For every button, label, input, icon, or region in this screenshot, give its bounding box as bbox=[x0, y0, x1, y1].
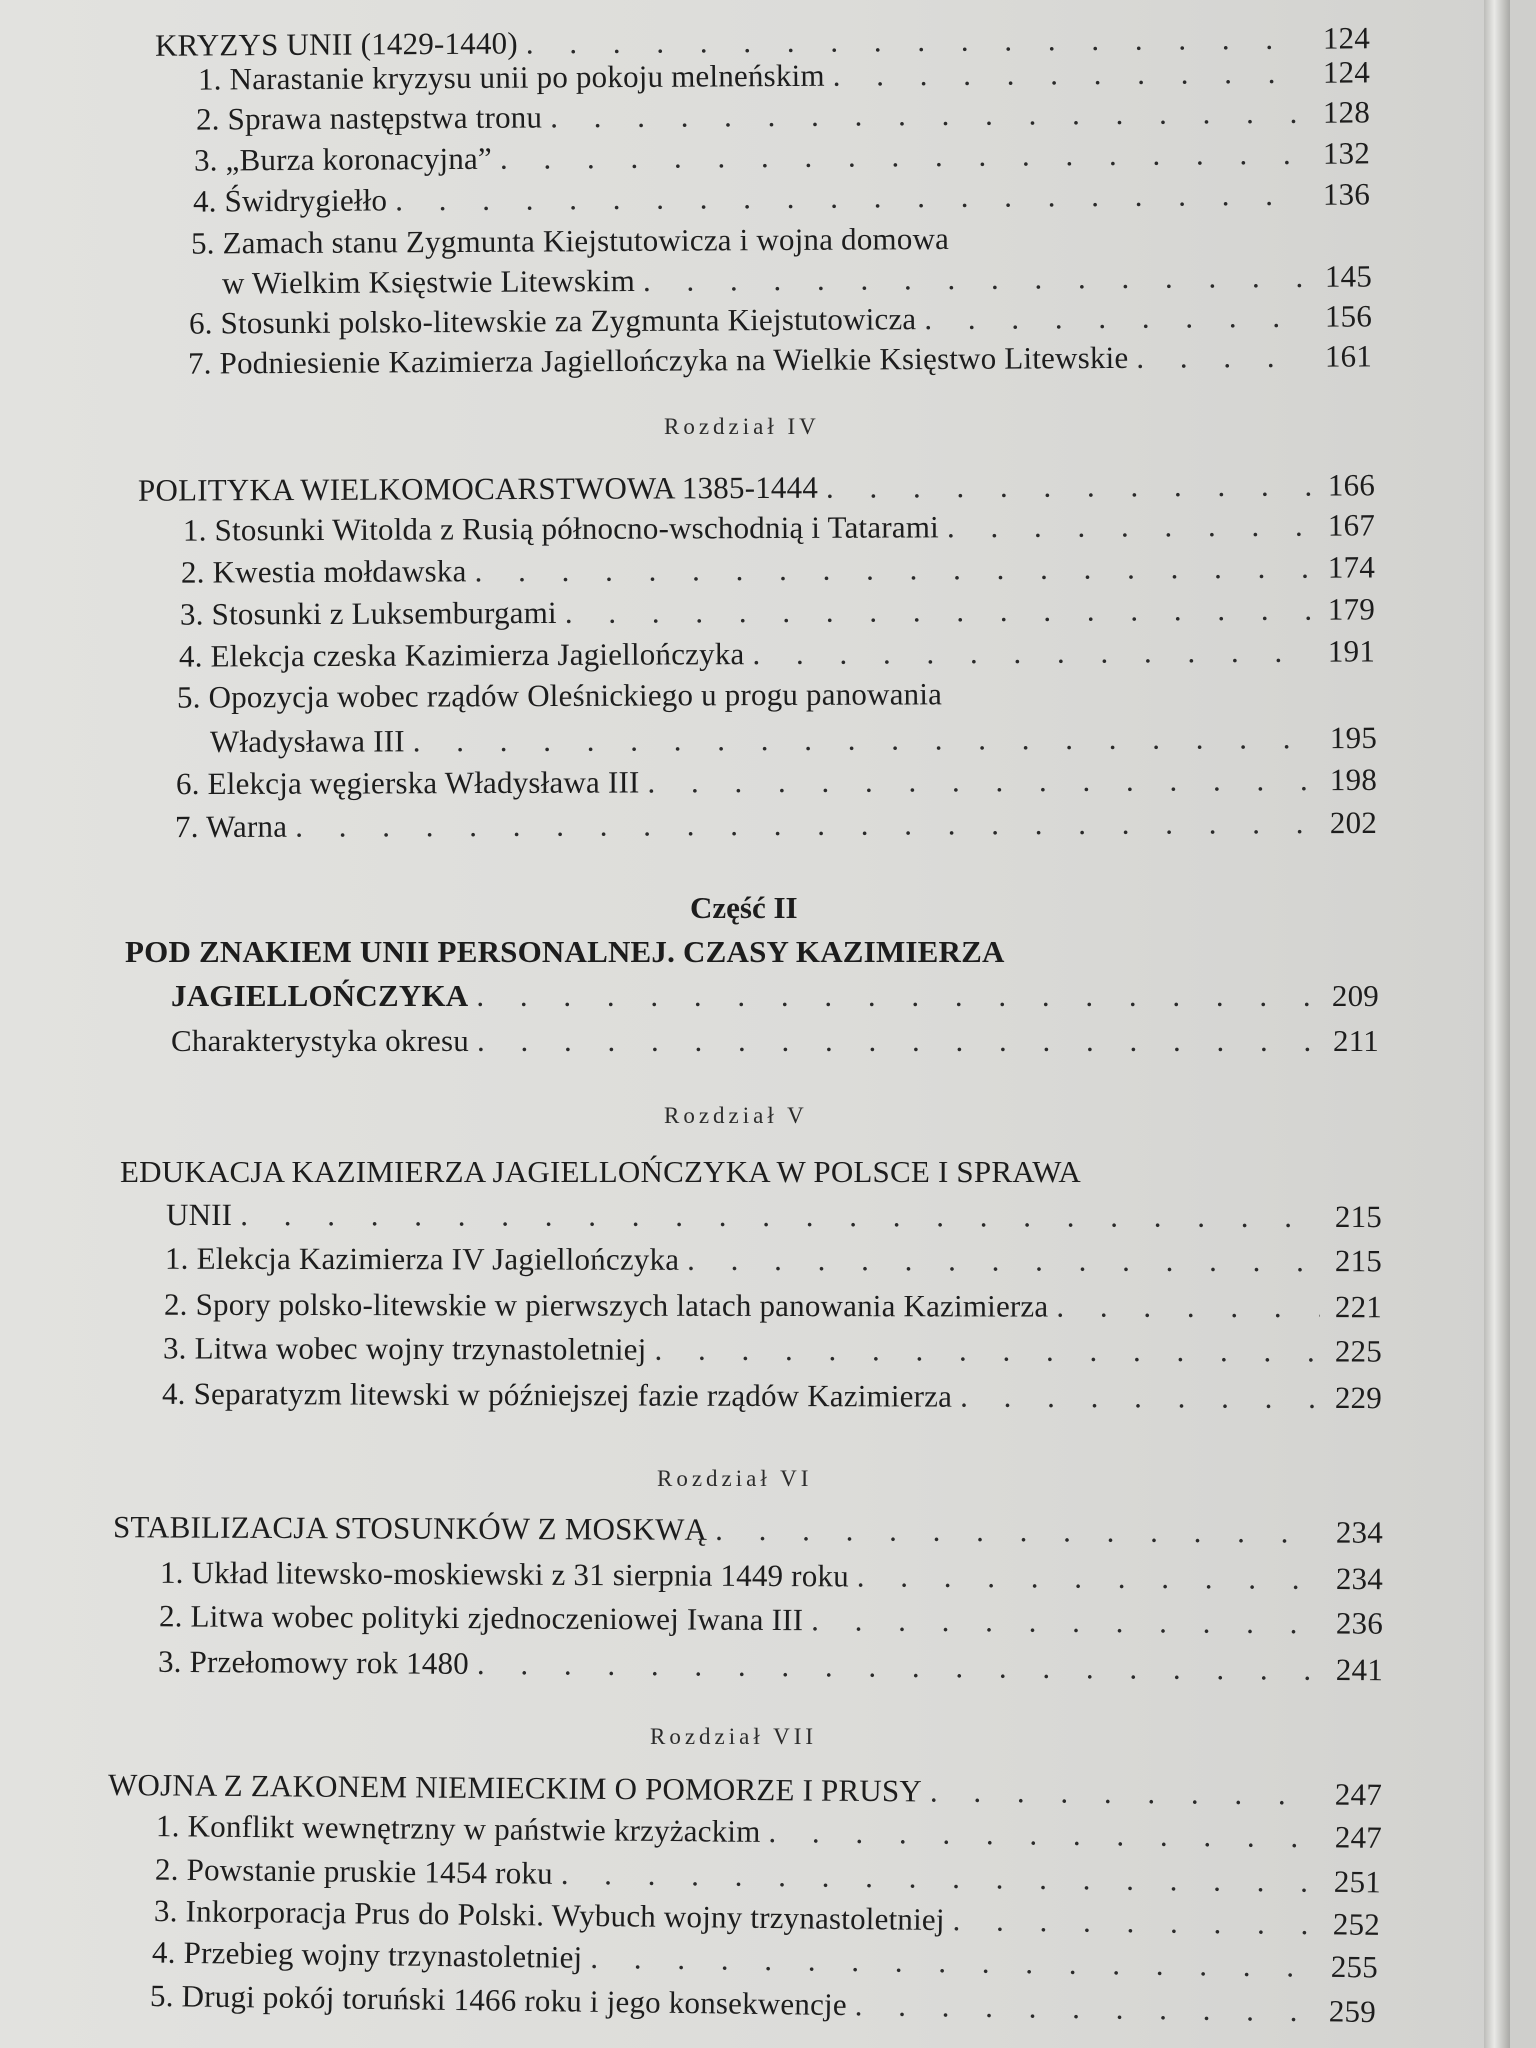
chapter-number-heading: Rozdział VI bbox=[657, 1466, 813, 1491]
toc-entry-title: 5. Opozycja wobec rządów Oleśnickiego u progu panowania bbox=[176, 676, 943, 715]
toc-entry-title: WOJNA Z ZAKONEM NIEMIECKIM O POMORZE I PRUSY bbox=[107, 1766, 923, 1809]
toc-page-number: 221 bbox=[1334, 1289, 1383, 1325]
toc-entry-title: 2. Litwa wobec polityki zjednoczeniowej Iwana III bbox=[158, 1598, 804, 1638]
toc-entry-title: 5. Zamach stanu Zygmunta Kiejstutowicza i wojna domowa bbox=[190, 220, 950, 261]
toc-entry-title: 4. Świdrygiełło bbox=[192, 182, 388, 219]
toc-entry-title: 3. „Burza koronacyjna” bbox=[193, 140, 493, 178]
toc-page-number: 167 bbox=[1327, 507, 1376, 543]
chapter-number-heading: Rozdział VII bbox=[650, 1724, 818, 1749]
toc-page-number: 174 bbox=[1327, 549, 1376, 585]
toc-entry bbox=[196, 92, 1370, 139]
toc-entry-title: Charakterystyka okresu bbox=[171, 1023, 469, 1058]
toc-entry-title: KRYZYS UNII (1429-1440) bbox=[154, 25, 518, 63]
toc-entry bbox=[162, 1374, 1382, 1418]
toc-page-number: 145 bbox=[1324, 258, 1373, 294]
toc-page-number: 191 bbox=[1327, 633, 1376, 669]
toc-page-number: 234 bbox=[1335, 1560, 1384, 1597]
toc-entry-title: 6. Elekcja węgierska Władysława III bbox=[175, 764, 640, 802]
toc-page-number: 255 bbox=[1330, 1948, 1379, 1985]
toc-entry bbox=[176, 760, 1377, 804]
toc-chapter bbox=[138, 465, 1375, 510]
toc-entry-title: UNII bbox=[165, 1196, 233, 1233]
toc-entry-continuation bbox=[210, 718, 1377, 762]
toc-page-number: 259 bbox=[1328, 1993, 1377, 2030]
toc-entry bbox=[164, 1285, 1382, 1328]
toc-entry bbox=[177, 672, 1375, 717]
toc-part-title-continuation bbox=[171, 976, 1379, 1016]
toc-entry bbox=[175, 803, 1377, 847]
toc-page-number: 247 bbox=[1334, 1819, 1383, 1855]
toc-entry-title: 3. Litwa wobec wojny trzynastoletniej bbox=[162, 1330, 647, 1367]
toc-page-number: 136 bbox=[1322, 176, 1371, 212]
toc-chapter bbox=[113, 1507, 1383, 1553]
toc-page-number: 202 bbox=[1329, 804, 1378, 841]
toc-page-number: 229 bbox=[1334, 1379, 1383, 1416]
toc-entry-title: POLITYKA WIELKOMOCARSTWOWA 1385-1444 bbox=[137, 469, 819, 508]
toc-entry bbox=[165, 1239, 1382, 1282]
page-edge bbox=[1484, 0, 1510, 2048]
toc-entry-title: STABILIZACJA STOSUNKÓW Z MOSKWĄ bbox=[112, 1509, 708, 1547]
toc-entry-title: 4. Separatyzm litewski w późniejszej fazie rządów Kazimierza bbox=[161, 1375, 953, 1414]
toc-chapter bbox=[120, 1152, 1382, 1192]
toc-page-number: 128 bbox=[1322, 94, 1371, 130]
toc-page-number: 236 bbox=[1335, 1605, 1384, 1641]
toc-page-number: 156 bbox=[1324, 298, 1373, 334]
toc-entry-title: 1. Narastanie kryzysu unii po pokoju melneńskim bbox=[197, 57, 825, 97]
toc-entry bbox=[156, 1806, 1382, 1858]
toc-entry-title: 4. Przebieg wojny trzynastoletniej bbox=[151, 1934, 583, 1975]
toc-entry-title: 3. Inkorporacja Prus do Polski. Wybuch wojny trzynastoletniej bbox=[153, 1893, 945, 1938]
toc-entry-title: 2. Sprawa następstwa tronu bbox=[195, 99, 543, 137]
toc-entry bbox=[160, 1553, 1383, 1599]
toc-page-number: 209 bbox=[1331, 978, 1379, 1013]
toc-page-number: 234 bbox=[1335, 1514, 1384, 1550]
toc-entry bbox=[181, 547, 1375, 592]
toc-entry-title: w Wielkim Księstwie Litewskim bbox=[221, 262, 636, 301]
toc-entry bbox=[159, 1596, 1383, 1643]
toc-entry bbox=[193, 174, 1370, 221]
toc-entry-title: 4. Elekcja czeska Kazimierza Jagiellończyka bbox=[178, 636, 745, 674]
toc-page-number: 161 bbox=[1324, 338, 1373, 374]
toc-entry-title: 2. Spory polsko-litewskie w pierwszych latach panowania Kazimierza bbox=[163, 1286, 1049, 1324]
toc-page-number: 124 bbox=[1322, 20, 1371, 56]
toc-chapter-continuation bbox=[166, 1195, 1382, 1237]
toc-entry-title: 1. Konflikt wewnętrzny w państwie krzyżackim bbox=[155, 1808, 761, 1849]
toc-entry bbox=[171, 1021, 1379, 1061]
toc-entry-title: 3. Stosunki z Luksemburgami bbox=[179, 594, 557, 632]
toc-entry-title: JAGIELLOŃCZYKA bbox=[171, 978, 469, 1013]
toc-page-number: 215 bbox=[1334, 1198, 1383, 1235]
toc-page-number: 195 bbox=[1329, 719, 1378, 756]
toc-page-number: 179 bbox=[1327, 591, 1376, 627]
toc-page-number: 251 bbox=[1333, 1863, 1382, 1900]
chapter-number-heading: Rozdział IV bbox=[664, 414, 820, 439]
toc-entry-title: 1. Układ litewsko-moskiewski z 31 sierpnia 1449 roku bbox=[159, 1554, 849, 1594]
toc-entry bbox=[191, 216, 1370, 263]
toc-page-number: 166 bbox=[1327, 467, 1376, 503]
toc-page-number: 198 bbox=[1329, 761, 1378, 798]
toc-part-title bbox=[125, 932, 1379, 972]
toc-entry-title: 6. Stosunki polsko-litewskie za Zygmunta Kiejstutowicza bbox=[188, 301, 917, 341]
toc-page-number: 247 bbox=[1334, 1776, 1383, 1813]
toc-entry bbox=[179, 631, 1375, 676]
toc-page-number: 215 bbox=[1334, 1243, 1383, 1279]
toc-entry bbox=[180, 589, 1375, 634]
toc-page-number: 132 bbox=[1322, 135, 1371, 171]
toc-page-number: 211 bbox=[1333, 1023, 1379, 1058]
toc-entry-title: EDUKACJA KAZIMIERZA JAGIELLOŃCZYKA W POLSCE I SPRAWA bbox=[120, 1154, 1081, 1189]
toc-entry-title: POD ZNAKIEM UNII PERSONALNEJ. CZASY KAZIMIERZA bbox=[125, 934, 1005, 969]
toc-page-number: 241 bbox=[1335, 1651, 1384, 1688]
toc-entry-title: 5. Drugi pokój toruński 1466 roku i jego konsekwencje bbox=[149, 1977, 848, 2023]
toc-page-number: 252 bbox=[1332, 1906, 1381, 1942]
toc-page-number: 124 bbox=[1322, 54, 1371, 90]
toc-entry-title: 3. Przełomowy rok 1480 bbox=[157, 1643, 470, 1681]
toc-entry-title: 2. Powstanie pruskie 1454 roku bbox=[154, 1851, 553, 1891]
toc-entry-title: 7. Podniesienie Kazimierza Jagiellończyka na Wielkie Księstwo Litewskie bbox=[187, 339, 1129, 381]
toc-entry-title: Władysława III bbox=[209, 723, 405, 760]
toc-entry bbox=[158, 1642, 1383, 1691]
toc-entry-title: 2. Kwestia mołdawska bbox=[180, 553, 467, 590]
toc-page-number: 225 bbox=[1334, 1333, 1383, 1369]
toc-entry bbox=[194, 133, 1370, 180]
toc-entry bbox=[188, 336, 1372, 383]
toc-entry-title: 7. Warna bbox=[174, 808, 288, 845]
toc-entry-title: 1. Elekcja Kazimierza IV Jagiellończyka bbox=[164, 1240, 680, 1277]
toc-entry-title: 1. Stosunki Witolda z Rusią północno-wschodnią i Tatarami bbox=[182, 509, 939, 548]
toc-entry bbox=[163, 1328, 1382, 1371]
toc-entry bbox=[183, 505, 1375, 550]
chapter-number-heading: Rozdział V bbox=[664, 1103, 808, 1128]
part-heading: Część II bbox=[690, 890, 798, 925]
